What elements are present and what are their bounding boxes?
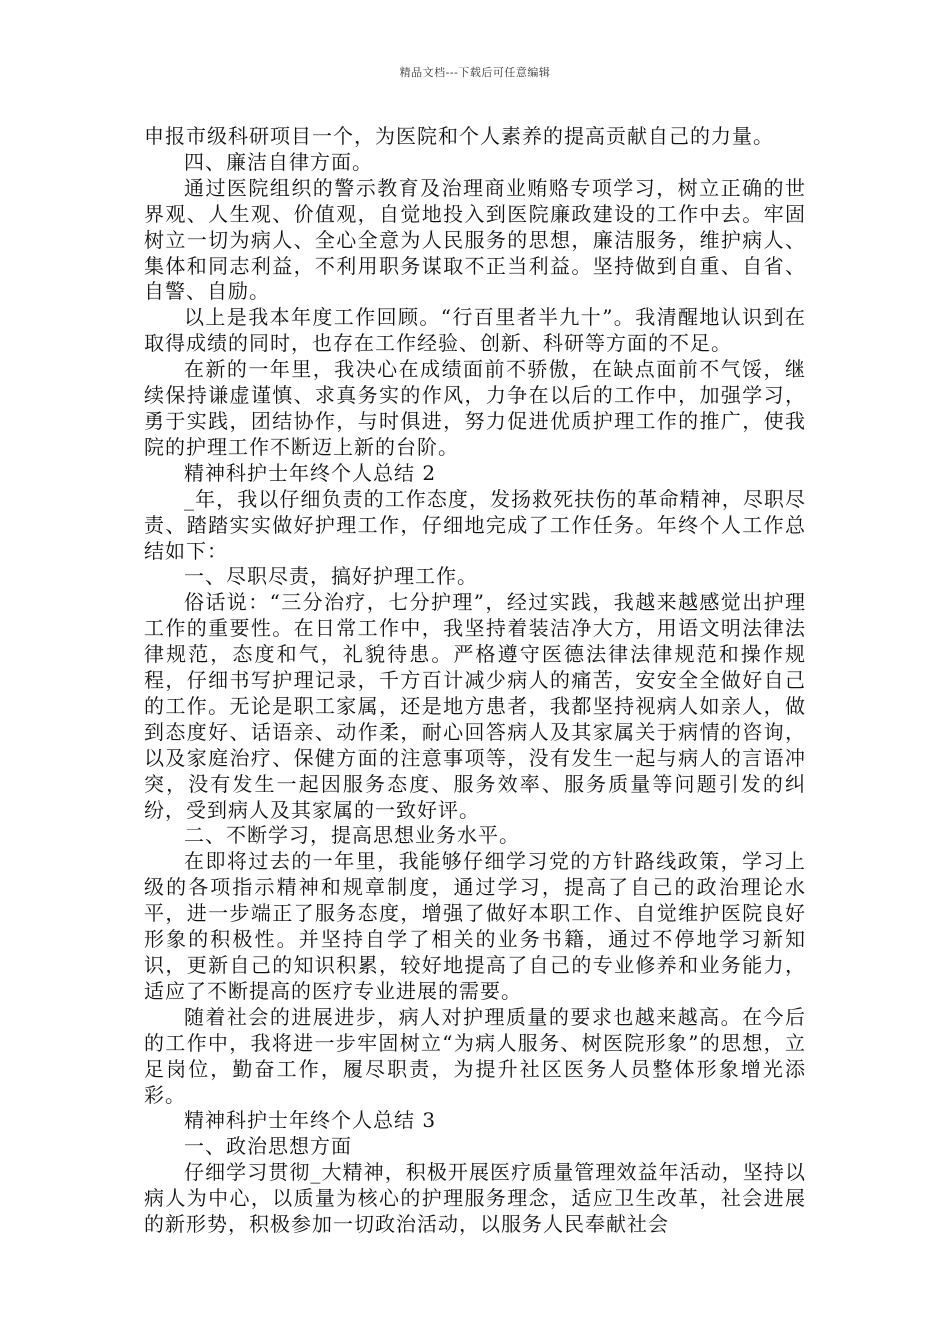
document-body [144,124,806,1238]
article-title: 精神科护士年终个人总结 3 [184,1108,437,1133]
paragraph: 在新的一年里，我决心在成绩面前不骄傲，在缺点面前不气馁，继续保持谦虚谨慎、求真务实的作风，力争在以后的工作中，加强学习，勇于实践，团结协作，与时俱进，努力促进优质护理工作的推广，使我院的护理工作不断迈上新的台阶。 [144,357,806,459]
section-heading: 二、不断学习，提高思想业务水平。 [184,823,520,848]
paragraph: 俗话说：“三分治疗，七分护理”，经过实践，我越来越感觉出护理工作的重要性。在日常工作中，我坚持着装洁净大方，用语文明法律法律规范，态度和气，礼貌待患。严格遵守医德法律法律规范和操作规程，仔细书写护理记录，千方百计减少病人的痛苦，安安全全做好自己的工作。无论是职工家属，还是地方患者，我都坚持视病人如亲人，做到态度好、话语亲、动作柔，耐心回答病人及其家属关于病情的咨询，以及家庭治疗、保健方面的注意事项等，没有发生一起与病人的言语冲突，没有发生一起因服务态度、服务效率、服务质量等问题引发的纠纷，受到病人及其家属的一致好评。 [144,590,806,822]
paragraph: 申报市级科研项目一个，为医院和个人素养的提高贡献自己的力量。 [144,124,774,148]
paragraph: 仔细学习贯彻_大精神，积极开展医疗质量管理效益年活动，坚持以病人为中心，以质量为核心的护理服务理念，适应卫生改革，社会进展的新形势，积极参加一切政治活动，以服务人民奉献社会 [144,1160,806,1237]
paragraph: 通过医院组织的警示教育及治理商业贿赂专项学习，树立正确的世界观、人生观、价值观，自觉地投入到医院廉政建设的工作中去。牢固树立一切为病人、全心全意为人民服务的思想，廉洁服务，维护病人、集体和同志利益，不利用职务谋取不正当利益。坚持做到自重、自省、自警、自励。 [144,175,806,304]
paragraph: 以上是我本年度工作回顾。“行百里者半九十”。我清醒地认识到在取得成绩的同时，也存在工作经验、创新、科研等方面的不足。 [144,305,806,356]
paragraph: _年，我以仔细负责的工作态度，发扬救死扶伤的革命精神，尽职尽责、踏踏实实做好护理工作，仔细地完成了工作任务。年终个人工作总结如下： [144,486,806,563]
section-heading: 一、尽职尽责，搞好护理工作。 [184,564,478,589]
article-title: 精神科护士年终个人总结 2 [184,460,437,485]
paragraph: 在即将过去的一年里，我能够仔细学习党的方针路线政策，学习上级的各项指示精神和规章制度，通过学习，提高了自己的政治理论水平，进一步端正了服务态度，增强了做好本职工作、自觉维护医院良好形象的积极性。并坚持自学了相关的业务书籍，通过不停地学习新知识，更新自己的知识积累，较好地提高了自己的专业修养和业务能力，适应了不断提高的医疗专业进展的需要。 [144,849,806,1003]
document-header-note: 精品文档---下载后可任意编辑 [399,66,551,79]
section-heading: 四、廉洁自律方面。 [184,149,373,174]
paragraph: 随着社会的进展进步，病人对护理质量的要求也越来越高。在今后的工作中，我将进一步牢固树立“为病人服务、树医院形象”的思想，立足岗位，勤奋工作，履尽职责，为提升社区医务人员整体形象增光添彩。 [144,1004,806,1107]
section-heading: 一、政治思想方面 [184,1134,352,1159]
